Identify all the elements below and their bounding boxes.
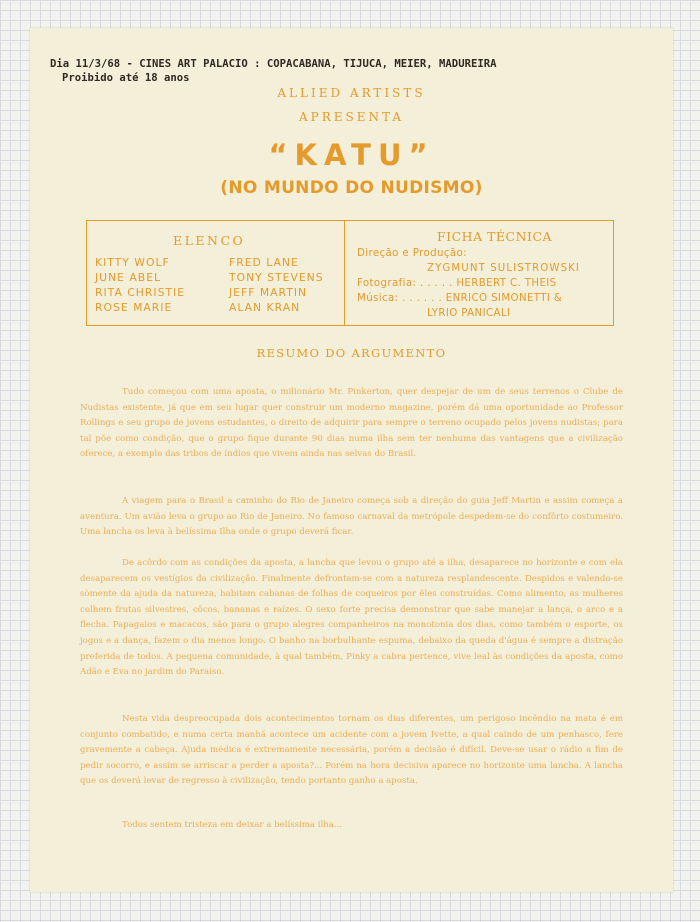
summary-heading: RESUMO DO ARGUMENTO [256, 346, 447, 360]
cast-member: RITA CHRISTIE [95, 286, 186, 299]
distributor-name: ALLIED ARTISTS [277, 86, 426, 100]
credits-music: Música: . . . . . . ENRICO SIMONETTI & [357, 293, 563, 304]
credits-box [86, 220, 614, 326]
cast-column-left [95, 255, 185, 315]
age-restriction-stamp: Proibido até 18 anos [62, 72, 190, 84]
cast-member: JUNE ABEL [95, 271, 162, 284]
credits-director: ZYGMUNT SULISTROWSKI [427, 263, 581, 274]
poster-sheet [30, 28, 673, 892]
summary-paragraph: Tudo começou com uma aposta, o milionário Mr. Pinkerton, quer despejar de um de seus terrenos o Clube de Nudistas existente, já que em seu lugar quer construir um moderno magazine, porém dá uma oportunidade ao Professor Rollings e seu grupo de jovens estudantes, o direito de adquirir para sempre o terreno ocupado pelos jovens nudistas; para tal põe como condição, que o grupo fique durante 90 dias numa ilha sem ter nenhuma das vantagens que a civilização oferece, a exemplo das tribos de índios que vivem ainda nas selvas do Brasil. [80, 387, 623, 460]
credits-photography: Fotografia: . . . . . HERBERT C. THEIS [357, 278, 557, 289]
film-title: “KATU” [268, 138, 435, 172]
summary-closing-line: Todos sentem tristeza em deixar a belíssima ilha... [122, 820, 343, 830]
cast-member: ROSE MARIE [95, 301, 173, 314]
summary-paragraph: A viagem para o Brasil a caminho do Rio de Janeiro começa sob a direção do guia Jeff Martin e assim começa a aventura. Um avião leva o grupo ao Rio de Janeiro. No famoso carnaval da metrópole despedem-se do confôrto costumeiro. Uma lancha os leva à belíssima Ilha onde o grupo deverá ficar. [80, 496, 623, 538]
summary-paragraph: De acôrdo com as condições da aposta, a lancha que levou o grupo até a ilha, desaparece no horizonte e com ela desaparecem os vestígios da civilização. Finalmente defrontam-se com a natureza resplandescente. Despidos e valendo-se sòmente da ajuda da natureza, habitam cabanas de folhas de coqueiros por êles construídas. Como alimento, as mulheres colhem frutas silvestres, côcos, bananas e raízes. O sexo forte precisa demonstrar que sabe manejar a lança, o arco e a flecha. Papagaios e macacos, são para o grupo alegres companheiros na monotonia dos dias, como também o esporte, os jogos e a dança, fazem o dia menos longo. O banho na borbulhante espuma, debaixo da queda d'água é sempre a distração preferida de todos. A pequena comunidade, à qual também, Pinky a cabra pertence, vive leal às condições da aposta, como Adão e Eva no jardim do Paraíso. [80, 558, 623, 678]
cast-column-right [229, 255, 324, 315]
cast-member: ALAN KRAN [229, 301, 301, 314]
cast-member: JEFF MARTIN [229, 286, 308, 299]
cast-heading: ELENCO [173, 233, 246, 248]
summary-paragraph: Nesta vida despreocupada dois acontecimentos tornam os dias diferentes, um perigoso incêndio na mata é em conjunto combatido, e numa certa manhã acontece um acidente com a jovem Ivette, a qual caindo de um penhasco, fere gravemente a cabeça. Ajuda médica é extremamente necessária, porém a decisão é difícil. Deve-se usar o rádio a fim de pedir socorro, e assim se arriscar a perder a aposta?... Porém na hora decisiva aparece no horizonte uma lancha. A lancha que os deverá levar de regresso à civilização, tendo portanto ganho a aposta. [80, 714, 623, 787]
cast-member: FRED LANE [229, 256, 299, 269]
credits-music-second: LYRIO PANICALI [427, 308, 511, 319]
film-subtitle: (NO MUNDO DO NUDISMO) [220, 178, 483, 198]
credits-heading: FICHA TÉCNICA [437, 229, 553, 244]
cast-member: TONY STEVENS [229, 271, 324, 284]
presents-label: APRESENTA [298, 110, 405, 124]
screening-stamp-line: Dia 11/3/68 - CINES ART PALACIO : COPACABANA, TIJUCA, MEIER, MADUREIRA [50, 58, 497, 70]
credits-divider [344, 221, 345, 325]
credits-direction-label: Direção e Produção: [357, 248, 467, 259]
cast-member: KITTY WOLF [95, 256, 170, 269]
